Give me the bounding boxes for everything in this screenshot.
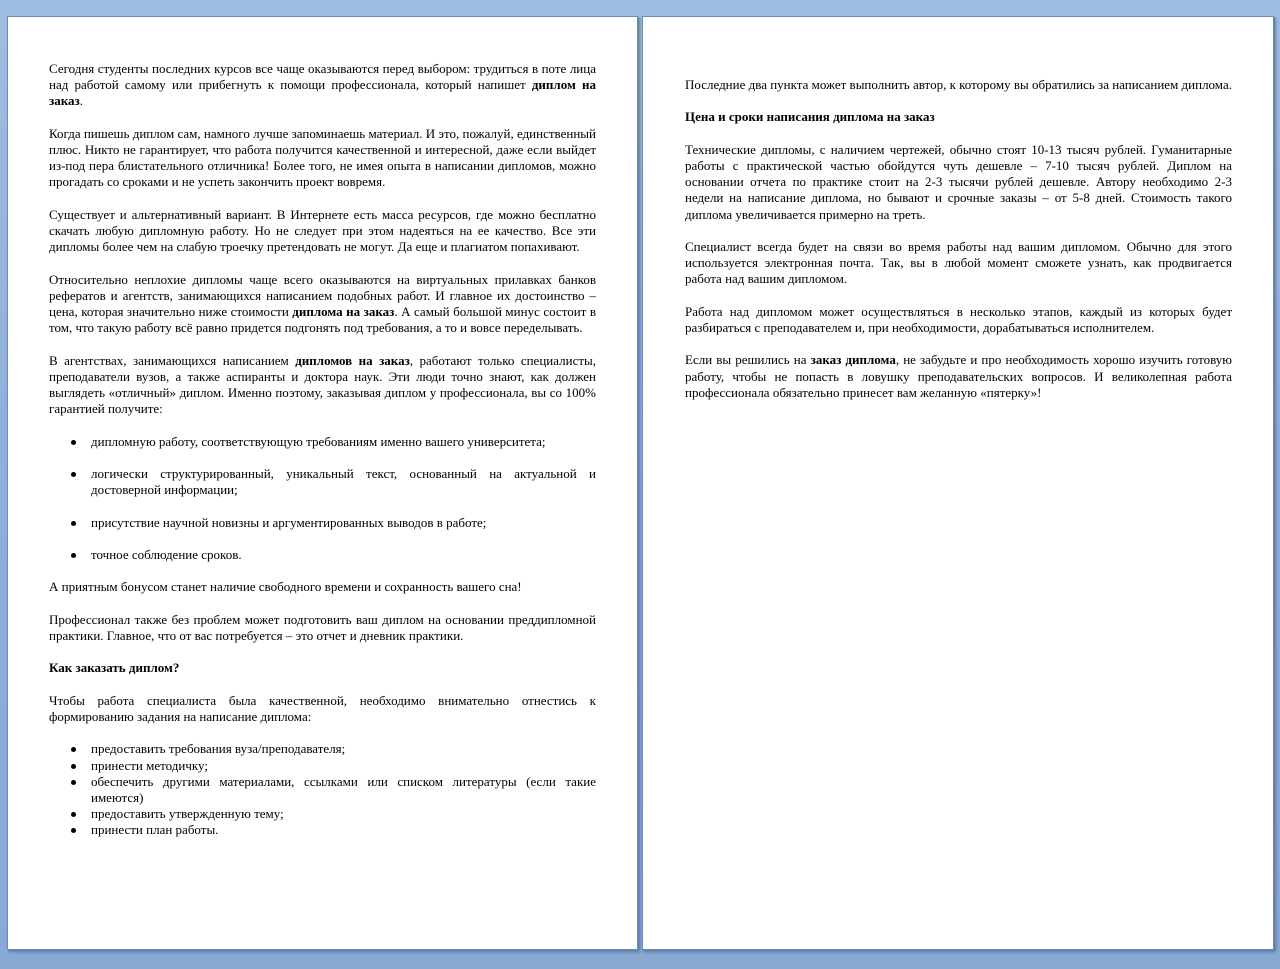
list-item: логически структурированный, уникальный текст, основанный на актуальной и достоверной информации; — [91, 465, 596, 498]
list-item: принести методичку; — [91, 758, 596, 774]
heading-price-terms: Цена и сроки написания диплома на заказ — [685, 109, 935, 125]
paragraph-alternative: Существует и альтернативный вариант. В Интернете есть масса ресурсов, где можно бесплатно скачать любую дипломную работу. Но не следует при этом надеяться на ее качество. Все эти дипломы более чем на слабую троечку претендовать не могут. Да еще и плагиатом попахивают. — [49, 206, 596, 255]
paragraph-self-writing: Когда пишешь диплом сам, намного лучше запоминаешь материал. И это, пожалуй, единственный плюс. Никто не гарантирует, что работа получится качественной и интересной, даже если выйдет из-под пера блистательного отличника! Более того, не имея опыта в написании дипломов, можно прогадать со сроками и не успеть закончить проект вовремя. — [49, 125, 596, 190]
text-run: Относительно неплохие дипломы чаще всего оказываются на виртуальных прилавках банков рефератов и агентств, занимающихся написанием подобных работ. И главное их достоинство – цена, которая значительно ниже стоимости — [49, 271, 596, 319]
bold-keyword: диплома на заказ — [292, 304, 395, 319]
document-page-1[interactable] — [7, 16, 638, 950]
heading-how-to-order: Как заказать диплом? — [49, 660, 180, 676]
paragraph-contact: Специалист всегда будет на связи во время работы над вашим дипломом. Обычно для этого используется электронная почта. Так, вы в любой момент сможете узнать, как продвигается работа над вашим дипломом. — [685, 238, 1232, 287]
text-run: . А самый большой минус состоит в том, что такую работу всё равно придется подгонять под требования, а то и вовсе переделывать. — [49, 304, 596, 336]
paragraph-practice: Профессионал также без проблем может подготовить ваш диплом на основании преддипломной практики. Главное, что от вас потребуется – это отчет и дневник практики. — [49, 611, 596, 643]
list-item: дипломную работу, соответствующую требованиям именно вашего университета; — [91, 434, 596, 450]
page-2-text-body[interactable] — [685, 77, 1232, 417]
paragraph-task: Чтобы работа специалиста была качественной, необходимо внимательно отнестись к формированию задания на написание диплома: — [49, 692, 596, 724]
list-item: присутствие научной новизны и аргументированных выводов в работе; — [91, 515, 596, 531]
text-run: Если вы решились на — [685, 352, 811, 368]
text-run: , работают только специалисты, преподаватели вузов, а также аспиранты и доктора наук. Эти люди точно знают, как должен выглядеть «отличный» диплом. Именно поэтому, заказывая диплом у профессионала, вы со 100% гарантией получите: — [49, 352, 596, 417]
list-item: предоставить требования вуза/преподавателя; — [91, 741, 596, 757]
list-item: предоставить утвержденную тему; — [91, 806, 596, 822]
document-page-2[interactable] — [642, 16, 1274, 950]
list-item: точное соблюдение сроков. — [91, 547, 596, 563]
paragraph-last-points: Последние два пункта может выполнить автор, к которому вы обратились за написанием диплома. — [685, 77, 1232, 92]
paragraph-bonus: А приятным бонусом станет наличие свободного времени и сохранность вашего сна! — [49, 579, 522, 595]
list-item: принести план работы. — [91, 822, 596, 838]
paragraph-prices: Технические дипломы, с наличием чертежей, обычно стоят 10-13 тысяч рублей. Гуманитарные работы с практической частью обойдутся чуть дешевле – 7-10 тысяч рублей. Диплом на основании отчета по практике стоит на 2-3 тысячи рублей дешевле. Автору необходимо 2-3 недели на написание диплома, но бывают и срочные заказы – от 5-8 дней. Стоимость такого диплома увеличивается примерно на треть. — [685, 141, 1232, 222]
requirements-list — [49, 741, 596, 838]
bold-keyword: дипломов на заказ — [295, 352, 410, 368]
benefits-list — [49, 434, 596, 564]
paragraph-agencies — [49, 353, 596, 418]
bold-keyword: диплом на заказ — [49, 77, 596, 109]
text-run: В агентствах, занимающихся написанием — [49, 352, 296, 368]
paragraph-intro — [49, 61, 596, 110]
paragraph-banks — [49, 272, 596, 337]
paragraph-stages: Работа над дипломом может осуществляться в несколько этапов, каждый из которых будет разбираться с преподавателем и, при необходимости, дорабатываться исполнителем. — [685, 303, 1232, 335]
page-1-text-body[interactable] — [49, 61, 596, 855]
paragraph-conclusion — [685, 352, 1232, 401]
text-run: , не забудьте и про необходимость хорошо изучить готовую работу, чтобы не попасть в ловушку преподавательских вопросов. И великолепная работа профессионала обязательно принесет вам желанную «пятерку»! — [685, 352, 1232, 400]
bold-keyword: заказ диплома — [810, 352, 896, 368]
text-run: . — [79, 93, 83, 109]
list-item: обеспечить другими материалами, ссылками или списком литературы (если такие имеются) — [91, 773, 596, 805]
text-run: Сегодня студенты последних курсов все чаще оказываются перед выбором: трудиться в поте лица над работой самому или прибегнуть к помощи профессионала, который напишет — [49, 61, 596, 93]
